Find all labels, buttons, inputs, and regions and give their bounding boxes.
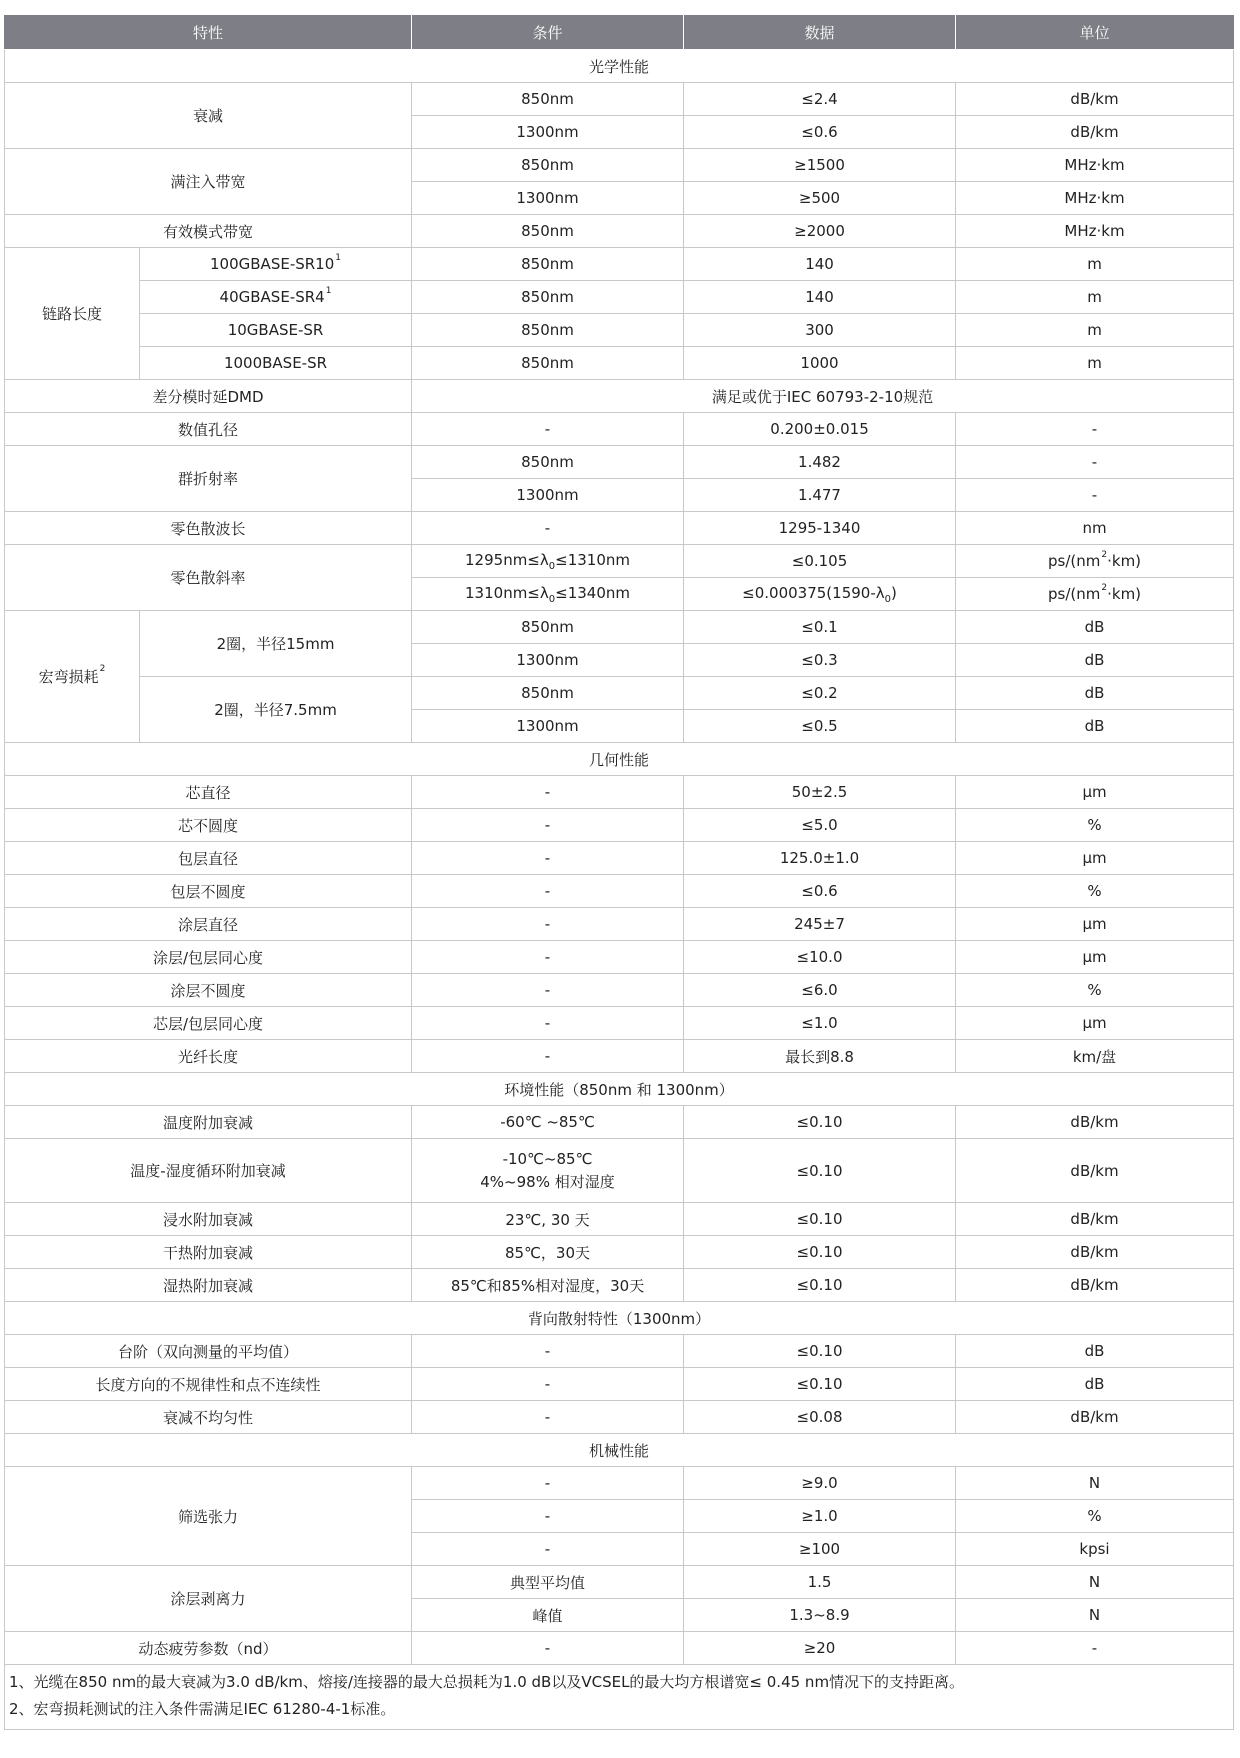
footnote-2: 2、宏弯损耗测试的注入条件需满足IEC 61280-4-1标准。 — [9, 1700, 396, 1718]
cell-unit: μm — [956, 941, 1234, 974]
subscript: 0 — [884, 593, 891, 605]
cell-condition: 峰值 — [412, 1599, 684, 1632]
cell-condition: - — [412, 809, 684, 842]
cell-unit: - — [956, 479, 1234, 512]
cell-value: 140 — [684, 248, 956, 281]
text-part: ≤0.000375(1590-λ — [742, 583, 885, 602]
table-header-row — [5, 16, 1234, 50]
cell-value: 1.482 — [684, 446, 956, 479]
label-text: 宏弯损耗 — [38, 668, 99, 686]
cell-condition: 850nm — [412, 446, 684, 479]
cell-value: 1.5 — [684, 1566, 956, 1599]
cell-value: ≤0.3 — [684, 644, 956, 677]
cell-value: ≤5.0 — [684, 809, 956, 842]
table-row — [5, 1203, 1234, 1236]
table-row — [5, 776, 1234, 809]
table-row — [5, 611, 1234, 644]
table-row — [5, 1566, 1234, 1599]
cell-value: ≤0.10 — [684, 1203, 956, 1236]
text-part: ps/(nm — [1048, 585, 1101, 603]
cell-condition: 1300nm — [412, 479, 684, 512]
cell-subcondition — [140, 248, 412, 281]
row-label: 干热附加衰减 — [5, 1236, 412, 1269]
cell-condition: - — [412, 1007, 684, 1040]
geometric-rows — [5, 776, 1234, 1073]
cell-value: 245±7 — [684, 908, 956, 941]
cell-value: ≤0.10 — [684, 1236, 956, 1269]
row-label: 涂层/包层同心度 — [5, 941, 412, 974]
superscript: 2 — [1101, 550, 1108, 560]
cell-value: 1.477 — [684, 479, 956, 512]
cell-unit — [956, 578, 1234, 611]
row-label: 温度-湿度循环附加衰减 — [5, 1139, 412, 1203]
row-label: 湿热附加衰减 — [5, 1269, 412, 1302]
cell-condition: - — [412, 1040, 684, 1073]
cell-condition: - — [412, 512, 684, 545]
header-condition: 条件 — [412, 16, 684, 50]
cell-unit: dB — [956, 677, 1234, 710]
cell-value: ≥1.0 — [684, 1500, 956, 1533]
cell-value: ≤0.1 — [684, 611, 956, 644]
cell-unit: km/盘 — [956, 1040, 1234, 1073]
row-label: 温度附加衰减 — [5, 1106, 412, 1139]
row-label: 零色散波长 — [5, 512, 412, 545]
table-row — [5, 1007, 1234, 1040]
text-part: ) — [891, 583, 897, 602]
cell-unit: dB/km — [956, 1269, 1234, 1302]
backscatter-rows — [5, 1335, 1234, 1434]
cell-condition: 850nm — [412, 149, 684, 182]
row-label: 浸水附加衰减 — [5, 1203, 412, 1236]
section-title-optical: 光学性能 — [5, 50, 1234, 83]
cell-condition: 850nm — [412, 248, 684, 281]
cell-unit: dB — [956, 710, 1234, 743]
cell-value: 300 — [684, 314, 956, 347]
table-row — [5, 1401, 1234, 1434]
cell-value: 1000 — [684, 347, 956, 380]
cell-unit: % — [956, 809, 1234, 842]
cell-value: ≤0.5 — [684, 710, 956, 743]
cell-condition: -60℃ ~85℃ — [412, 1106, 684, 1139]
table-row — [5, 842, 1234, 875]
cell-unit: - — [956, 446, 1234, 479]
table-row — [5, 809, 1234, 842]
table-row — [5, 380, 1234, 413]
cell-value: ≤0.10 — [684, 1139, 956, 1203]
table-row — [5, 1368, 1234, 1401]
table-row — [5, 1335, 1234, 1368]
section-row — [5, 1302, 1234, 1335]
row-label: 零色散斜率 — [5, 545, 412, 611]
notes-row — [5, 1665, 1234, 1730]
cell-value: ≤2.4 — [684, 83, 956, 116]
cell-unit: dB/km — [956, 116, 1234, 149]
row-label — [5, 611, 140, 743]
cell-condition: - — [412, 1500, 684, 1533]
row-label: 动态疲劳参数（nd） — [5, 1632, 412, 1665]
cell-unit: nm — [956, 512, 1234, 545]
cell-condition: 85℃，30天 — [412, 1236, 684, 1269]
footnote-1: 1、光缆在850 nm的最大衰减为3.0 dB/km、熔接/连接器的最大总损耗为1.0 dB以及VCSEL的最大均方根谱宽≤ 0.45 nm情况下的支持距离。 — [9, 1673, 965, 1691]
cell-unit: m — [956, 281, 1234, 314]
section-row — [5, 1073, 1234, 1106]
cell-subcondition: 1000BASE-SR — [140, 347, 412, 380]
cell-subcondition: 10GBASE-SR — [140, 314, 412, 347]
cell-value: 140 — [684, 281, 956, 314]
cell-unit: dB — [956, 644, 1234, 677]
row-label: 涂层剥离力 — [5, 1566, 412, 1632]
table-row — [5, 347, 1234, 380]
row-label: 有效模式带宽 — [5, 215, 412, 248]
condition-line: 4%~98% 相对湿度 — [480, 1172, 615, 1191]
section-title-backscatter: 背向散射特性（1300nm） — [5, 1302, 1234, 1335]
table-row — [5, 413, 1234, 446]
row-label: 差分模时延DMD — [5, 380, 412, 413]
table-row — [5, 1236, 1234, 1269]
cell-unit: dB — [956, 611, 1234, 644]
cell-subcondition: 2圈，半径15mm — [140, 611, 412, 677]
table-row — [5, 1040, 1234, 1073]
table-row — [5, 149, 1234, 182]
section-title-environmental: 环境性能（850nm 和 1300nm） — [5, 1073, 1234, 1106]
header-characteristic: 特性 — [5, 16, 412, 50]
cell-value: ≤0.10 — [684, 1368, 956, 1401]
table-row — [5, 908, 1234, 941]
header-data: 数据 — [684, 16, 956, 50]
cell-value: ≤0.10 — [684, 1335, 956, 1368]
cell-condition: 85℃和85%相对湿度，30天 — [412, 1269, 684, 1302]
text-part: ·km) — [1107, 585, 1142, 603]
cell-condition: - — [412, 413, 684, 446]
cell-condition — [412, 545, 684, 578]
cell-unit: MHz·km — [956, 182, 1234, 215]
cell-condition: 1300nm — [412, 710, 684, 743]
cell-value: ≤0.10 — [684, 1106, 956, 1139]
cell-value: ≤0.2 — [684, 677, 956, 710]
cell-unit: μm — [956, 776, 1234, 809]
table-row — [5, 875, 1234, 908]
cell-condition — [412, 1139, 684, 1203]
cell-unit: m — [956, 347, 1234, 380]
cell-unit: kpsi — [956, 1533, 1234, 1566]
text-part: ps/(nm — [1048, 552, 1101, 570]
text-part: ·km) — [1107, 552, 1142, 570]
row-label: 衰减不均匀性 — [5, 1401, 412, 1434]
subscript: 0 — [548, 593, 556, 605]
row-label: 群折射率 — [5, 446, 412, 512]
cell-unit: μm — [956, 1007, 1234, 1040]
cell-unit: m — [956, 314, 1234, 347]
cell-unit: N — [956, 1599, 1234, 1632]
cell-unit: dB/km — [956, 83, 1234, 116]
cell-unit: μm — [956, 908, 1234, 941]
table-row — [5, 1269, 1234, 1302]
table-row — [5, 1106, 1234, 1139]
cell-value: ≤0.6 — [684, 875, 956, 908]
cell-value — [684, 578, 956, 611]
table-row — [5, 545, 1234, 578]
row-label: 芯不圆度 — [5, 809, 412, 842]
cell-condition: 850nm — [412, 347, 684, 380]
row-label: 长度方向的不规律性和点不连续性 — [5, 1368, 412, 1401]
cell-condition: - — [412, 1401, 684, 1434]
cell-unit: % — [956, 1500, 1234, 1533]
footnote-marker: 1 — [335, 253, 341, 263]
cell-value: ≥9.0 — [684, 1467, 956, 1500]
cell-unit — [956, 545, 1234, 578]
cell-condition: 1300nm — [412, 644, 684, 677]
cell-condition: - — [412, 875, 684, 908]
spec-sheet — [4, 15, 1233, 1730]
cell-condition: - — [412, 1368, 684, 1401]
cell-value: ≤0.10 — [684, 1269, 956, 1302]
cell-condition: 850nm — [412, 611, 684, 644]
row-label: 链路长度 — [5, 248, 140, 380]
cell-unit: % — [956, 974, 1234, 1007]
cell-value: ≥20 — [684, 1632, 956, 1665]
text-part: 1310nm≤λ — [465, 583, 549, 602]
cell-unit: N — [956, 1566, 1234, 1599]
cell-condition: - — [412, 776, 684, 809]
cell-value: ≥1500 — [684, 149, 956, 182]
text-part: 1295nm≤λ — [465, 550, 549, 569]
cell-condition: 1300nm — [412, 182, 684, 215]
row-label: 芯层/包层同心度 — [5, 1007, 412, 1040]
fiber-spec-table — [4, 15, 1234, 1730]
row-label: 光纤长度 — [5, 1040, 412, 1073]
sub-label: 100GBASE-SR10 — [210, 255, 335, 273]
cell-condition: 1300nm — [412, 116, 684, 149]
cell-condition: 850nm — [412, 281, 684, 314]
row-label: 涂层直径 — [5, 908, 412, 941]
cell-value: 0.200±0.015 — [684, 413, 956, 446]
cell-subcondition — [140, 281, 412, 314]
cell-condition: 典型平均值 — [412, 1566, 684, 1599]
cell-value: 1.3~8.9 — [684, 1599, 956, 1632]
table-row — [5, 281, 1234, 314]
section-row — [5, 50, 1234, 83]
row-label: 衰减 — [5, 83, 412, 149]
row-label: 台阶（双向测量的平均值） — [5, 1335, 412, 1368]
cell-unit: dB/km — [956, 1401, 1234, 1434]
table-row — [5, 512, 1234, 545]
subscript: 0 — [548, 560, 556, 572]
text-part: ≤1310nm — [555, 550, 631, 569]
row-label: 芯直径 — [5, 776, 412, 809]
table-row — [5, 677, 1234, 710]
table-row — [5, 1632, 1234, 1665]
cell-condition: 850nm — [412, 83, 684, 116]
cell-condition: 850nm — [412, 215, 684, 248]
cell-value: ≥500 — [684, 182, 956, 215]
cell-unit: MHz·km — [956, 215, 1234, 248]
cell-value: ≥100 — [684, 1533, 956, 1566]
cell-unit: % — [956, 875, 1234, 908]
superscript: 2 — [1101, 583, 1108, 593]
footnote-marker: 1 — [325, 286, 332, 296]
cell-unit: MHz·km — [956, 149, 1234, 182]
table-row — [5, 1139, 1234, 1203]
cell-value: ≤0.105 — [684, 545, 956, 578]
cell-unit: - — [956, 1632, 1234, 1665]
cell-condition: 23℃, 30 天 — [412, 1203, 684, 1236]
cell-unit: m — [956, 248, 1234, 281]
cell-value: ≤0.6 — [684, 116, 956, 149]
cell-condition: 850nm — [412, 314, 684, 347]
cell-condition: - — [412, 974, 684, 1007]
table-row — [5, 974, 1234, 1007]
cell-condition: - — [412, 842, 684, 875]
cell-unit: dB/km — [956, 1203, 1234, 1236]
table-row — [5, 314, 1234, 347]
cell-condition: 850nm — [412, 677, 684, 710]
cell-value: 满足或优于IEC 60793-2-10规范 — [412, 380, 1234, 413]
section-row — [5, 1434, 1234, 1467]
cell-value: ≤1.0 — [684, 1007, 956, 1040]
cell-condition: - — [412, 941, 684, 974]
cell-value: 50±2.5 — [684, 776, 956, 809]
table-row — [5, 941, 1234, 974]
sub-label: 40GBASE-SR4 — [219, 288, 325, 306]
cell-value: 125.0±1.0 — [684, 842, 956, 875]
section-row — [5, 743, 1234, 776]
table-row — [5, 83, 1234, 116]
footnote-marker: 2 — [99, 664, 106, 674]
cell-unit: dB/km — [956, 1236, 1234, 1269]
cell-value: ≤0.08 — [684, 1401, 956, 1434]
header-unit: 单位 — [956, 16, 1234, 50]
cell-condition: - — [412, 1533, 684, 1566]
table-row — [5, 446, 1234, 479]
cell-unit: dB — [956, 1335, 1234, 1368]
text-part: ≤1340nm — [555, 583, 631, 602]
section-title-geometric: 几何性能 — [5, 743, 1234, 776]
cell-subcondition: 2圈，半径7.5mm — [140, 677, 412, 743]
cell-condition: - — [412, 1335, 684, 1368]
row-label: 筛选张力 — [5, 1467, 412, 1566]
cell-value: 最长到8.8 — [684, 1040, 956, 1073]
row-label: 满注入带宽 — [5, 149, 412, 215]
cell-unit: μm — [956, 842, 1234, 875]
footnotes — [5, 1665, 1234, 1730]
cell-unit: dB/km — [956, 1139, 1234, 1203]
table-row — [5, 248, 1234, 281]
cell-value: ≤10.0 — [684, 941, 956, 974]
table-row — [5, 1467, 1234, 1500]
cell-unit: N — [956, 1467, 1234, 1500]
table-row — [5, 215, 1234, 248]
cell-value: 1295-1340 — [684, 512, 956, 545]
cell-unit: dB — [956, 1368, 1234, 1401]
row-label: 包层不圆度 — [5, 875, 412, 908]
cell-unit: - — [956, 413, 1234, 446]
section-title-mechanical: 机械性能 — [5, 1434, 1234, 1467]
cell-value: ≤6.0 — [684, 974, 956, 1007]
cell-unit: dB/km — [956, 1106, 1234, 1139]
row-label: 数值孔径 — [5, 413, 412, 446]
row-label: 涂层不圆度 — [5, 974, 412, 1007]
cell-condition: - — [412, 1467, 684, 1500]
condition-line: -10℃~85℃ — [502, 1149, 593, 1168]
cell-condition: - — [412, 908, 684, 941]
row-label: 包层直径 — [5, 842, 412, 875]
cell-condition: - — [412, 1632, 684, 1665]
cell-value: ≥2000 — [684, 215, 956, 248]
cell-condition — [412, 578, 684, 611]
